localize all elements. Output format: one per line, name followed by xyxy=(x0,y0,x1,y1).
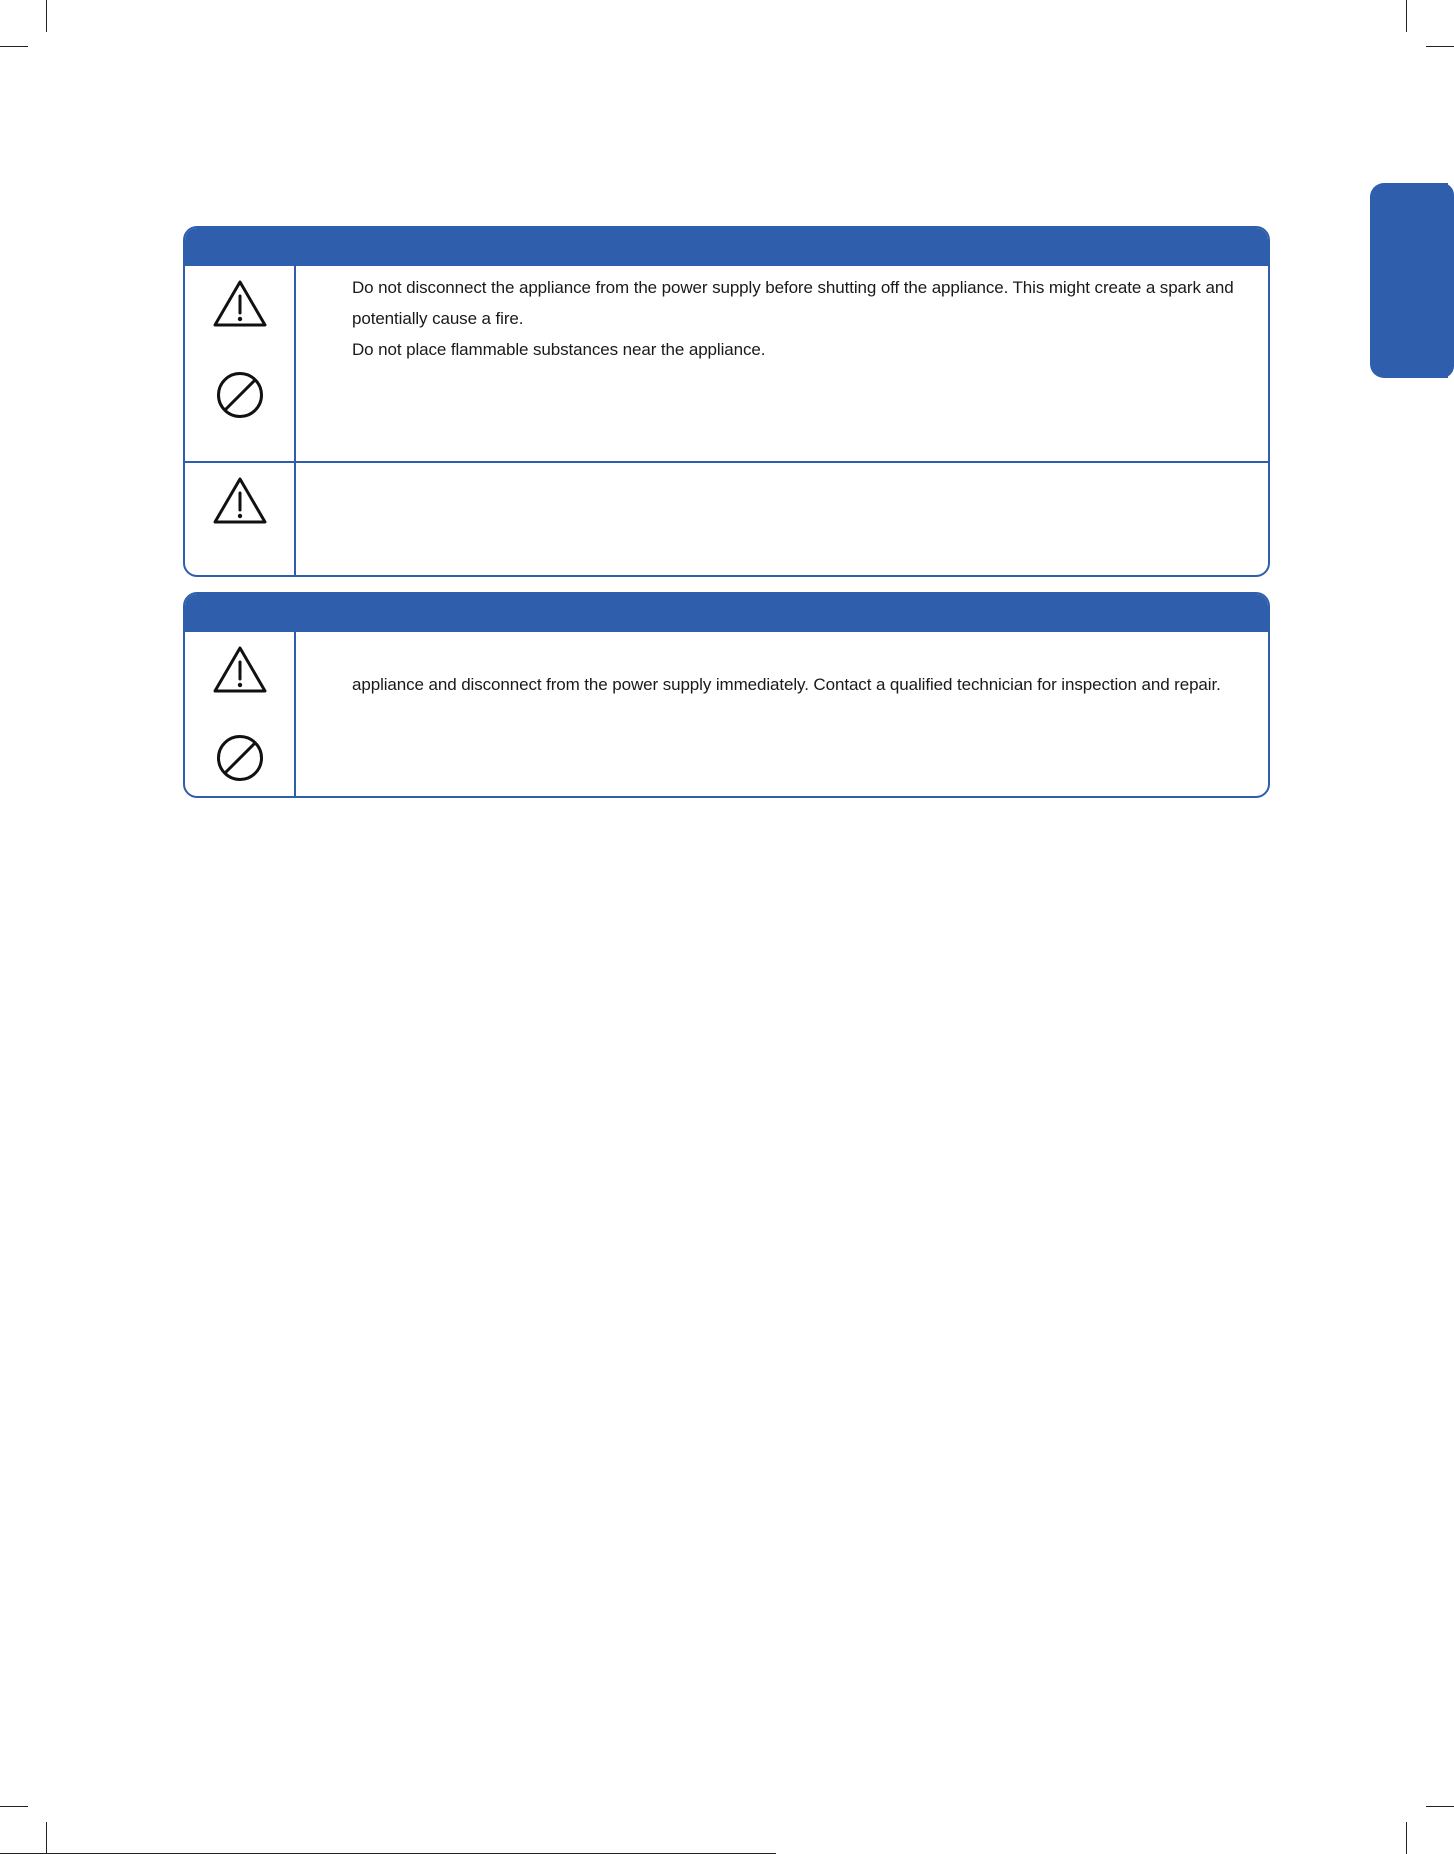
warning-icon xyxy=(211,644,269,696)
icon-column xyxy=(185,463,296,575)
warning-text-line: potentially cause a fire. xyxy=(352,309,524,328)
warning-row xyxy=(185,632,1268,796)
text-column xyxy=(296,266,1268,461)
side-tab-edge xyxy=(1440,183,1454,378)
icon-column xyxy=(185,632,296,796)
side-tab xyxy=(1370,183,1448,378)
warning-box-2 xyxy=(183,592,1270,798)
text-column xyxy=(296,632,1268,796)
crop-mark xyxy=(0,46,28,47)
crop-mark xyxy=(46,1822,47,1854)
warning-box-1 xyxy=(183,226,1270,577)
warning-icon xyxy=(211,475,269,527)
box-header xyxy=(185,594,1268,632)
icon-column xyxy=(185,266,296,461)
prohibited-icon xyxy=(215,370,265,420)
crop-mark xyxy=(1406,1822,1407,1854)
text-column xyxy=(296,463,1268,575)
crop-mark xyxy=(1406,0,1407,32)
crop-mark xyxy=(0,1806,28,1807)
prohibited-icon xyxy=(215,733,265,783)
crop-mark xyxy=(1426,1806,1454,1807)
box-header xyxy=(185,228,1268,266)
warning-text-line: appliance and disconnect from the power supply immediately. Contact a qualified technician for inspection and repair. xyxy=(352,675,1221,694)
crop-mark xyxy=(1426,46,1454,47)
crop-mark xyxy=(46,0,47,32)
warning-icon xyxy=(211,278,269,330)
warning-text-line: Do not place flammable substances near the appliance. xyxy=(352,340,766,359)
warning-row xyxy=(185,461,1268,575)
warning-row xyxy=(185,266,1268,461)
warning-text-line: Do not disconnect the appliance from the power supply before shutting off the appliance. This might create a spark and xyxy=(352,278,1234,297)
